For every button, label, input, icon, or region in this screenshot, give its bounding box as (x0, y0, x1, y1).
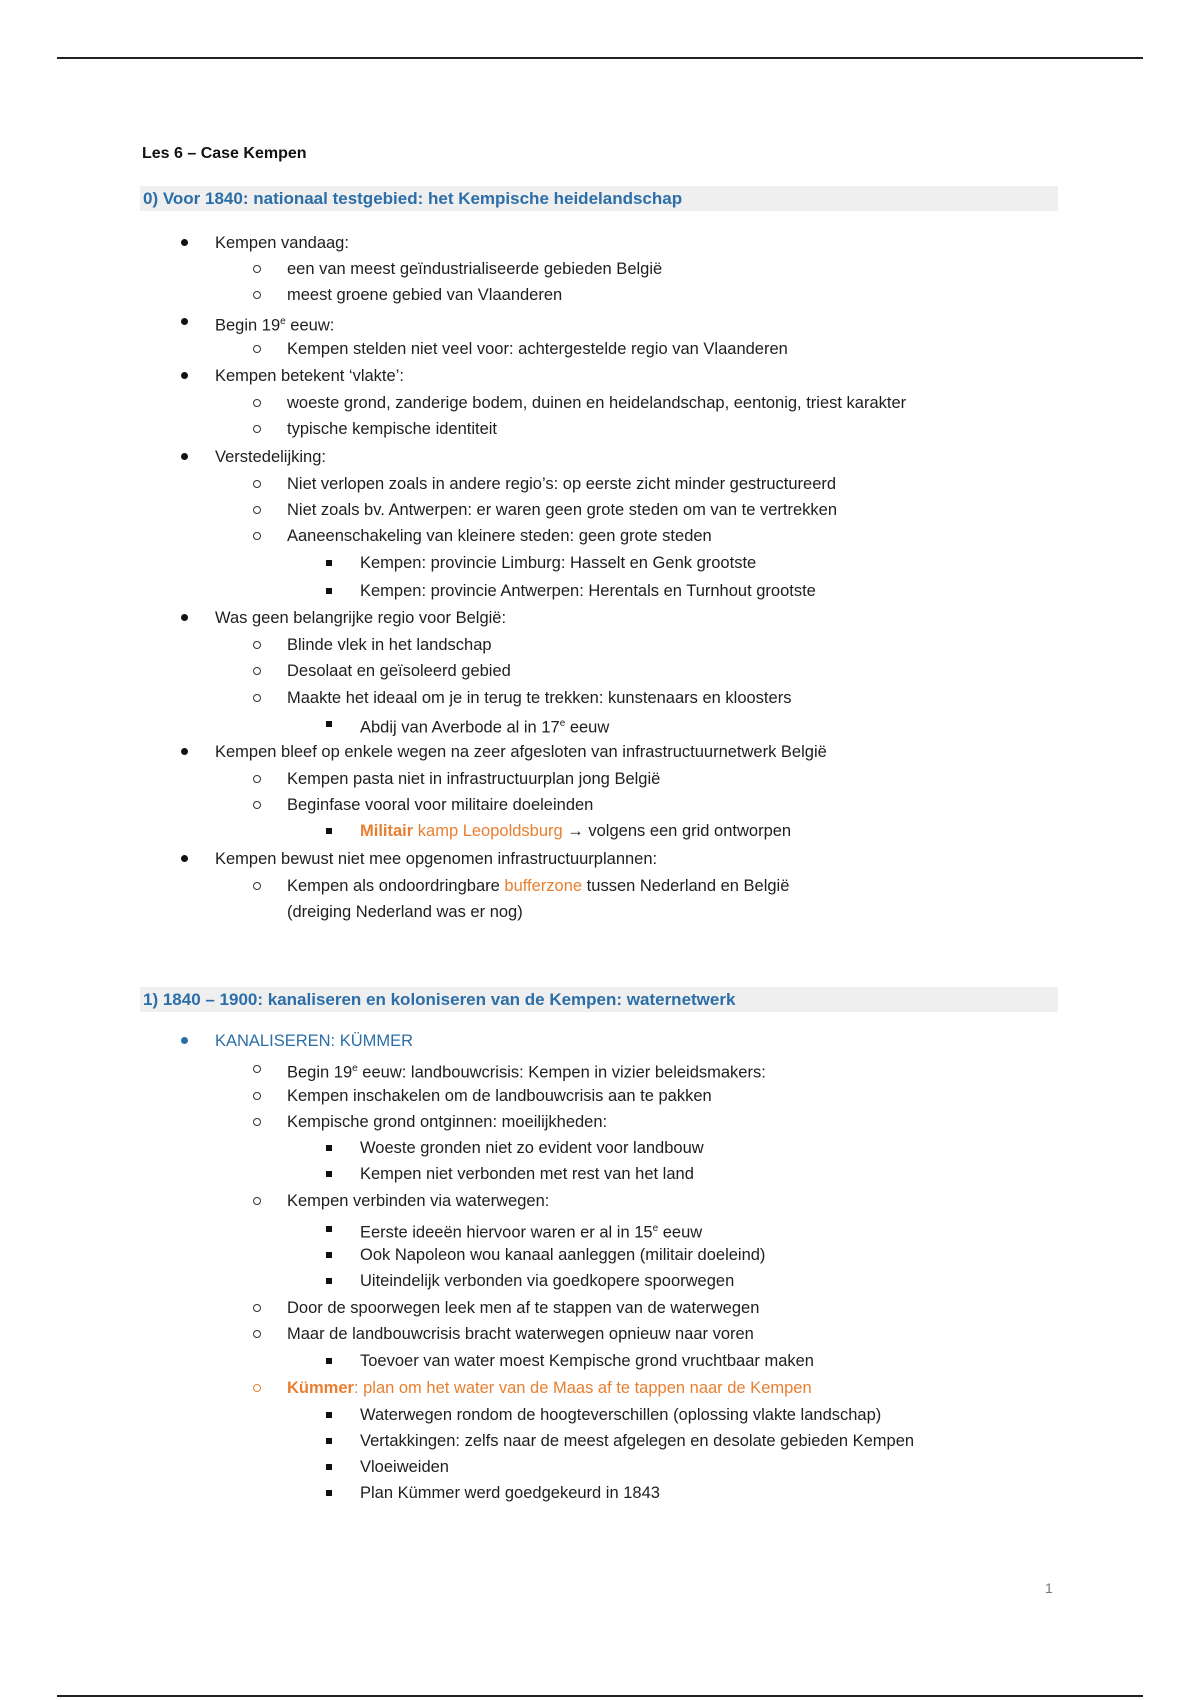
list-item: Maar de landbouwcrisis bracht waterwegen opnieuw naar voren (287, 1325, 754, 1343)
document-title: Les 6 – Case Kempen (142, 145, 307, 162)
list-item: woeste grond, zanderige bodem, duinen en heidelandschap, eentonig, triest karakter (287, 394, 907, 412)
square-bullet-icon (314, 1270, 344, 1292)
circle-bullet-icon (242, 1377, 272, 1399)
circle-bullet-icon (242, 768, 272, 790)
list-item: Woeste gronden niet zo evident voor landbouw (360, 1139, 704, 1157)
circle-bullet-icon (242, 258, 272, 280)
circle-bullet-icon (242, 1085, 272, 1107)
list-item: Door de spoorwegen leek men af te stappen van de waterwegen (287, 1299, 760, 1317)
circle-bullet-icon (242, 1297, 272, 1319)
circle-bullet-icon (242, 1323, 272, 1345)
footer-rule (57, 1695, 1143, 1697)
list-item: Kempen vandaag: (215, 234, 349, 252)
list-item: Desolaat en geïsoleerd gebied (287, 662, 511, 680)
list-item: Niet zoals bv. Antwerpen: er waren geen grote steden om van te vertrekken (287, 501, 837, 519)
list-item: Kempen bewust niet mee opgenomen infrastructuurplannen: (215, 850, 658, 868)
circle-bullet-icon (242, 794, 272, 816)
section-0-heading: 0) Voor 1840: nationaal testgebied: het Kempische heidelandschap (140, 186, 1058, 211)
list-item: Blinde vlek in het landschap (287, 636, 492, 654)
list-item: Ook Napoleon wou kanaal aanleggen (militair doeleind) (360, 1246, 766, 1264)
circle-bullet-icon (242, 418, 272, 440)
square-bullet-icon (314, 1244, 344, 1266)
circle-bullet-icon (242, 660, 272, 682)
list-item: Begin 19e eeuw: landbouwcrisis: Kempen in vizier beleidsmakers: (287, 1063, 766, 1082)
bullet-icon (169, 232, 199, 254)
square-bullet-icon (314, 552, 344, 574)
list-item: KANALISEREN: KÜMMER (215, 1032, 414, 1050)
list-item: Plan Kümmer werd goedgekeurd in 1843 (360, 1484, 660, 1502)
square-bullet-icon (314, 820, 344, 842)
list-item: Kempen bleef op enkele wegen na zeer afgesloten van infrastructuurnetwerk België (215, 743, 827, 761)
square-bullet-icon (314, 1137, 344, 1159)
list-item: Verstedelijking: (215, 448, 326, 466)
square-bullet-icon (314, 1430, 344, 1452)
list-item: meest groene gebied van Vlaanderen (287, 286, 563, 304)
square-bullet-icon (314, 713, 344, 735)
circle-bullet-icon (242, 392, 272, 414)
circle-bullet-icon (242, 1058, 272, 1080)
list-item: Kempen: provincie Limburg: Hasselt en Genk grootste (360, 554, 757, 572)
list-item: typische kempische identiteit (287, 420, 498, 438)
bullet-icon (169, 848, 199, 870)
bullet-icon (169, 607, 199, 629)
square-bullet-icon (314, 1404, 344, 1426)
list-item: Vertakkingen: zelfs naar de meest afgelegen en desolate gebieden Kempen (360, 1432, 915, 1450)
page-number: 1 (1045, 1580, 1053, 1596)
list-item: Abdij van Averbode al in 17e eeuw (360, 718, 610, 737)
list-item: Militair kamp Leopoldsburg → volgens een grid ontworpen (360, 822, 792, 840)
circle-bullet-icon (242, 875, 272, 897)
square-bullet-icon (314, 1350, 344, 1372)
square-bullet-icon (314, 580, 344, 602)
list-item: Toevoer van water moest Kempische grond vruchtbaar maken (360, 1352, 814, 1370)
circle-bullet-icon (242, 284, 272, 306)
circle-bullet-icon (242, 687, 272, 709)
list-item-continuation: (dreiging Nederland was er nog) (287, 903, 523, 921)
list-item: Kempen stelden niet veel voor: achtergestelde regio van Vlaanderen (287, 340, 788, 358)
circle-bullet-icon (242, 1111, 272, 1133)
list-item: Kempen niet verbonden met rest van het land (360, 1165, 694, 1183)
list-item: Waterwegen rondom de hoogteverschillen (oplossing vlakte landschap) (360, 1406, 882, 1424)
square-bullet-icon (314, 1456, 344, 1478)
circle-bullet-icon (242, 499, 272, 521)
bullet-icon (169, 365, 199, 387)
list-item: Was geen belangrijke regio voor België: (215, 609, 507, 627)
list-item: een van meest geïndustrialiseerde gebieden België (287, 260, 663, 278)
list-item: Kempen: provincie Antwerpen: Herentals en Turnhout grootste (360, 582, 816, 600)
bullet-icon (169, 741, 199, 763)
list-item: Niet verlopen zoals in andere regio’s: op eerste zicht minder gestructureerd (287, 475, 837, 493)
list-item: Beginfase vooral voor militaire doeleinden (287, 796, 594, 814)
list-item: Kümmer: plan om het water van de Maas af te tappen naar de Kempen (287, 1379, 812, 1397)
list-item: Vloeiweiden (360, 1458, 449, 1476)
list-item: Maakte het ideaal om je in terug te trekken: kunstenaars en kloosters (287, 689, 792, 707)
bullet-icon (169, 311, 199, 333)
list-item: Kempen verbinden via waterwegen: (287, 1192, 550, 1210)
list-item: Eerste ideeën hiervoor waren er al in 15e eeuw (360, 1223, 703, 1242)
bullet-icon (169, 1030, 199, 1052)
bullet-icon (169, 446, 199, 468)
square-bullet-icon (314, 1218, 344, 1240)
circle-bullet-icon (242, 1190, 272, 1212)
section-1-heading: 1) 1840 – 1900: kanaliseren en koloniseren van de Kempen: waternetwerk (140, 987, 1058, 1012)
list-item: Begin 19e eeuw: (215, 316, 335, 335)
square-bullet-icon (314, 1482, 344, 1504)
list-item: Aaneenschakeling van kleinere steden: geen grote steden (287, 527, 712, 545)
list-item: Uiteindelijk verbonden via goedkopere spoorwegen (360, 1272, 735, 1290)
list-item: Kempen inschakelen om de landbouwcrisis aan te pakken (287, 1087, 712, 1105)
list-item: Kempische grond ontginnen: moeilijkheden: (287, 1113, 608, 1131)
circle-bullet-icon (242, 338, 272, 360)
square-bullet-icon (314, 1163, 344, 1185)
circle-bullet-icon (242, 634, 272, 656)
list-item: Kempen als ondoordringbare bufferzone tussen Nederland en België (287, 877, 790, 895)
circle-bullet-icon (242, 473, 272, 495)
list-item: Kempen pasta niet in infrastructuurplan jong België (287, 770, 661, 788)
header-rule (57, 57, 1143, 59)
list-item: Kempen betekent ‘vlakte’: (215, 367, 404, 385)
circle-bullet-icon (242, 525, 272, 547)
